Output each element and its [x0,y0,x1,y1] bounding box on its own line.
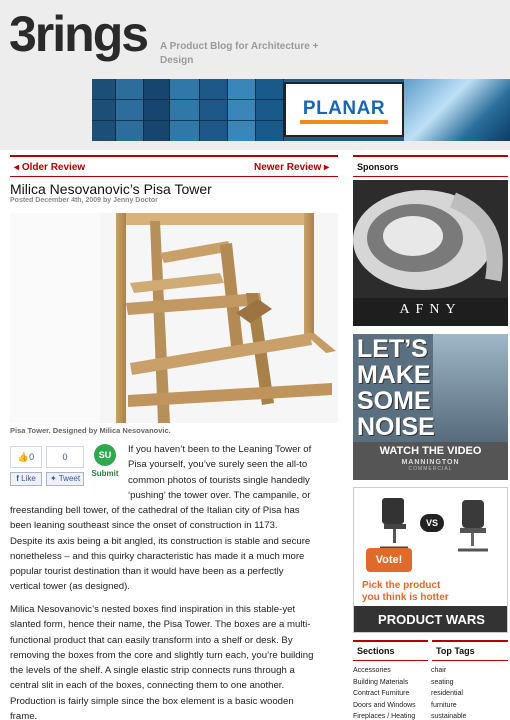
facebook-like-widget[interactable] [10,446,42,468]
sponsor-ad-mannington[interactable] [353,334,508,480]
section-link[interactable]: Doors and Windows [353,701,416,709]
sponsor-ad-product-wars[interactable] [353,487,508,633]
tweet-label: Tweet [58,474,81,483]
section-link[interactable]: Fireplaces / Heating [353,713,416,720]
watch-video-label: WATCH THE VIDEO [379,445,482,457]
paragraph-line: frame. [10,711,38,720]
tag-link[interactable]: sustainable [431,713,467,720]
paragraph-line: nonetheless – and this quirky characteristic has made it a much more [10,550,305,562]
section-link[interactable]: Accessories [353,667,391,674]
site-header [0,0,510,150]
stumbleupon-label: Submit [91,469,119,478]
thumbs-up-icon: 👍 [17,452,30,462]
top-tags-heading: Top Tags [436,646,475,656]
older-review-link[interactable] [14,162,85,173]
sponsors-divider [353,176,508,177]
vs-badge: VS [420,514,444,532]
paragraph-line: popular tourist destination than it would have been as a perfectly [10,566,284,578]
stumbleupon-icon: SU [94,444,116,466]
pisa-tower-photo [10,213,338,423]
ad2-line: MAKE [357,361,431,389]
section-link[interactable]: Building Materials [353,678,409,686]
site-tagline: A Product Blog for Architecture + Design [160,41,319,66]
twitter-bird-icon: ✦ [49,474,57,483]
facebook-like-button[interactable] [10,472,42,486]
image-caption: Pisa Tower. Designed by Milica Nesovanovic. [10,426,171,435]
paragraph-line: Milica Nesovanovic’s nested boxes find inspiration in this stable-yet [10,604,296,615]
paragraph-line: been leaning southeast since the onset of construction in 1173. [10,520,278,532]
tweet-count: 0 [62,452,68,462]
facebook-like-count: 0 [29,452,35,462]
paragraph-line: Pisa yourself, you’ve surely seen the all-to [128,459,308,471]
sponsors-heading: Sponsors [357,162,399,172]
mannington-photo-bg [433,334,508,446]
paragraph-line: slanted form, hence their name, the Pisa Tower. The boxes are a multi- [10,619,311,631]
banner-wave-image [404,79,510,141]
sidebar-divider-top [353,155,508,157]
paragraph-line: ‘pushing’ the tower over. The campanile, or [128,489,311,501]
planar-underline [300,120,388,124]
newer-review-label: Newer Review [254,162,322,173]
paragraph-line: central slit in each of the boxes, connecting them to one another. [10,680,285,692]
paragraph-line: functional product that can easily transform into a shelf or desk. By [10,634,293,646]
ad2-line: NOISE [357,413,435,441]
product-wars-title: PRODUCT WARS [354,606,508,633]
arrow-left-icon: ◂ [14,162,20,173]
mannington-sub: COMMERCIAL [408,466,453,472]
paragraph-line: freestanding bell tower, of the cathedral of the Italian city of Pisa has [10,505,300,516]
post-meta: Posted December 4th, 2009 by Jenny Doctor [10,197,158,204]
tag-link[interactable]: furniture [431,701,457,709]
older-review-label: Older Review [21,162,86,173]
planar-brand: PLANAR [302,98,386,119]
tag-link[interactable]: residential [431,690,463,697]
article-title: Milica Nesovanovic’s Pisa Tower [10,181,212,197]
ad2-footer [353,442,508,480]
sections-divider [353,640,428,642]
tweet-button[interactable] [46,472,84,486]
tags-heading-underline [432,660,508,661]
tag-link[interactable]: seating [431,678,454,686]
paragraph-line: Despite its axis being a bit angled, its construction is stable and secure [10,535,311,547]
facebook-f-icon: f [16,474,19,483]
paragraph-line: the levels of the shelf. A single elastic strip connects runs through a [10,665,295,677]
sections-heading: Sections [357,646,395,656]
tweet-count-widget[interactable] [46,446,84,468]
site-logo[interactable]: 3rings [9,6,148,62]
stumbleupon-button[interactable] [88,444,122,486]
sponsor-ad-afny[interactable] [353,180,508,326]
paragraph-line: common photos of tourists single handedly [128,474,310,486]
planar-logo [284,82,404,137]
pick-product-line-1: Pick the product [362,580,441,591]
vote-button[interactable]: Vote! [366,548,412,572]
sections-list [353,665,416,720]
afny-logo: AFNY [399,302,462,317]
article-paragraph-2 [10,602,342,720]
newer-review-link[interactable] [254,162,329,173]
nav-divider-top [10,155,338,157]
article-paragraph-1 [128,442,340,503]
tags-list [431,665,466,720]
nav-divider-bottom [10,176,338,177]
ad2-line: LET’S [357,335,428,363]
article-image[interactable] [10,213,338,423]
paragraph-line: Production is fairly simple since the box element is a basic wooden [10,695,294,707]
paragraph-line: removing the boxes from the core and slightly turn each, you’re building [10,649,314,661]
paragraph-line: vertical tower (as designed). [10,581,130,593]
mannington-brand: MANNINGTON [401,459,460,466]
tags-divider [432,640,508,642]
sections-heading-underline [353,660,428,661]
paragraph-line: If you haven’t been to the Leaning Tower of [128,444,312,455]
article-paragraph-1-cont [10,503,342,595]
facebook-like-label: Like [21,474,36,483]
ad2-line: SOME [357,387,431,415]
section-link[interactable]: Contract Furniture [353,690,410,697]
banner-ad[interactable] [92,79,510,141]
ad2-headline [357,336,435,440]
tag-link[interactable]: chair [431,667,447,674]
pick-product-line-2: you think is hotter [362,592,449,603]
arrow-right-icon: ▸ [324,162,330,173]
